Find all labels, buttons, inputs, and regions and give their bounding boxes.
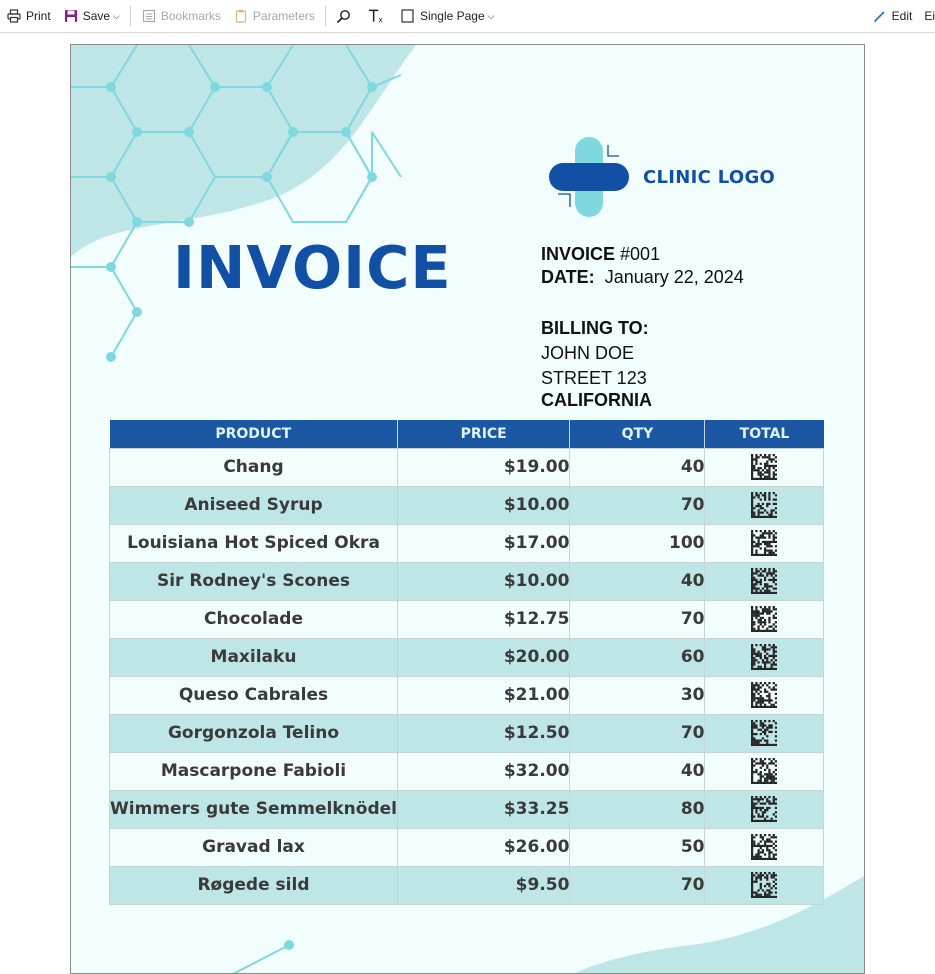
product-cell: Sir Rodney's Scones bbox=[110, 562, 398, 600]
datamatrix-barcode-icon bbox=[751, 606, 777, 632]
parameters-button[interactable] bbox=[227, 0, 321, 33]
billing-street: STREET 123 bbox=[541, 368, 647, 388]
edit-label: Edit bbox=[891, 9, 913, 23]
price-cell: $10.00 bbox=[397, 486, 569, 524]
table-row bbox=[110, 638, 824, 676]
total-cell bbox=[705, 562, 824, 600]
total-cell bbox=[705, 600, 824, 638]
edit-button[interactable] bbox=[866, 0, 919, 33]
qty-cell: 60 bbox=[570, 638, 705, 676]
clear-text-format-icon bbox=[368, 8, 384, 24]
datamatrix-barcode-icon bbox=[751, 568, 777, 594]
chevron-down-icon: ⌵ bbox=[487, 10, 495, 21]
datamatrix-barcode-icon bbox=[751, 644, 777, 670]
price-cell: $9.50 bbox=[397, 866, 569, 904]
view-mode-dropdown[interactable] bbox=[394, 0, 501, 33]
product-cell: Wimmers gute Semmelknödel bbox=[110, 790, 398, 828]
billing-name: JOHN DOE bbox=[541, 343, 635, 363]
total-cell bbox=[705, 866, 824, 904]
invoice-date: DATE: January 22, 2024 bbox=[541, 267, 744, 287]
invoice-page bbox=[70, 44, 865, 974]
price-cell: $12.75 bbox=[397, 600, 569, 638]
bookmarks-button[interactable] bbox=[135, 0, 227, 33]
invoice-table bbox=[109, 420, 824, 905]
table-body bbox=[110, 448, 824, 904]
column-header-price: PRICE bbox=[397, 420, 569, 448]
column-header-qty: QTY bbox=[570, 420, 705, 448]
billing-label: BILLING TO: bbox=[541, 318, 649, 338]
qty-cell: 100 bbox=[570, 524, 705, 562]
product-cell: Gravad lax bbox=[110, 828, 398, 866]
product-cell: Maxilaku bbox=[110, 638, 398, 676]
table-row bbox=[110, 524, 824, 562]
total-cell bbox=[705, 714, 824, 752]
view-mode-label: Single Page bbox=[419, 9, 485, 23]
toolbar-divider bbox=[325, 6, 326, 26]
table-row bbox=[110, 714, 824, 752]
total-cell bbox=[705, 486, 824, 524]
bookmarks-label: Bookmarks bbox=[160, 9, 221, 23]
save-label: Save bbox=[82, 9, 111, 23]
product-cell: Chang bbox=[110, 448, 398, 486]
price-cell: $10.00 bbox=[397, 562, 569, 600]
product-cell: Queso Cabrales bbox=[110, 676, 398, 714]
qty-cell: 80 bbox=[570, 790, 705, 828]
datamatrix-barcode-icon bbox=[751, 492, 777, 518]
qty-cell: 50 bbox=[570, 828, 705, 866]
pencil-icon bbox=[872, 8, 888, 24]
table-row bbox=[110, 866, 824, 904]
qty-cell: 40 bbox=[570, 448, 705, 486]
qty-cell: 30 bbox=[570, 676, 705, 714]
table-row bbox=[110, 562, 824, 600]
table-row bbox=[110, 448, 824, 486]
table-row bbox=[110, 828, 824, 866]
table-row bbox=[110, 790, 824, 828]
save-button[interactable] bbox=[57, 0, 126, 33]
table-row bbox=[110, 676, 824, 714]
price-cell: $17.00 bbox=[397, 524, 569, 562]
product-cell: Louisiana Hot Spiced Okra bbox=[110, 524, 398, 562]
chevron-down-icon: ⌵ bbox=[113, 10, 120, 21]
price-cell: $33.25 bbox=[397, 790, 569, 828]
export-label: Ei bbox=[924, 9, 935, 23]
price-cell: $12.50 bbox=[397, 714, 569, 752]
qty-cell: 40 bbox=[570, 752, 705, 790]
qty-cell: 70 bbox=[570, 866, 705, 904]
column-header-total: TOTAL bbox=[705, 420, 824, 448]
viewer-toolbar bbox=[0, 0, 935, 33]
total-cell bbox=[705, 790, 824, 828]
clinic-logo-text: CLINIC LOGO bbox=[643, 167, 776, 188]
table-header-row bbox=[110, 420, 824, 448]
printer-icon bbox=[6, 8, 22, 24]
report-viewer[interactable] bbox=[0, 34, 935, 959]
product-cell: Aniseed Syrup bbox=[110, 486, 398, 524]
product-cell: Chocolade bbox=[110, 600, 398, 638]
invoice-number: INVOICE #001 bbox=[541, 244, 661, 264]
page-icon bbox=[400, 8, 416, 24]
invoice-title: INVOICE bbox=[173, 233, 452, 302]
floppy-disk-icon bbox=[63, 8, 79, 24]
svg-text:x: x bbox=[378, 15, 383, 24]
bookmarks-icon bbox=[141, 8, 157, 24]
parameters-label: Parameters bbox=[252, 9, 315, 23]
column-header-product: PRODUCT bbox=[110, 420, 398, 448]
qty-cell: 70 bbox=[570, 600, 705, 638]
product-cell: Mascarpone Fabioli bbox=[110, 752, 398, 790]
datamatrix-barcode-icon bbox=[751, 758, 777, 784]
total-cell bbox=[705, 638, 824, 676]
total-cell bbox=[705, 448, 824, 486]
product-cell: Røgede sild bbox=[110, 866, 398, 904]
qty-cell: 40 bbox=[570, 562, 705, 600]
table-row bbox=[110, 600, 824, 638]
datamatrix-barcode-icon bbox=[751, 796, 777, 822]
datamatrix-barcode-icon bbox=[751, 720, 777, 746]
search-button[interactable] bbox=[330, 0, 362, 33]
export-button[interactable] bbox=[918, 0, 935, 33]
clipboard-icon bbox=[233, 8, 249, 24]
total-cell bbox=[705, 676, 824, 714]
print-label: Print bbox=[26, 9, 51, 23]
datamatrix-barcode-icon bbox=[751, 834, 777, 860]
price-cell: $19.00 bbox=[397, 448, 569, 486]
print-button[interactable] bbox=[0, 0, 57, 33]
price-cell: $32.00 bbox=[397, 752, 569, 790]
billing-state: CALIFORNIA bbox=[541, 390, 652, 410]
qty-cell: 70 bbox=[570, 486, 705, 524]
total-cell bbox=[705, 524, 824, 562]
price-cell: $21.00 bbox=[397, 676, 569, 714]
datamatrix-barcode-icon bbox=[751, 454, 777, 480]
datamatrix-barcode-icon bbox=[751, 682, 777, 708]
qty-cell: 70 bbox=[570, 714, 705, 752]
product-cell: Gorgonzola Telino bbox=[110, 714, 398, 752]
total-cell bbox=[705, 752, 824, 790]
datamatrix-barcode-icon bbox=[751, 530, 777, 556]
price-cell: $26.00 bbox=[397, 828, 569, 866]
toolbar-divider bbox=[130, 6, 131, 26]
clear-format-button[interactable] bbox=[362, 0, 394, 33]
total-cell bbox=[705, 828, 824, 866]
table-row bbox=[110, 486, 824, 524]
table-row bbox=[110, 752, 824, 790]
price-cell: $20.00 bbox=[397, 638, 569, 676]
datamatrix-barcode-icon bbox=[751, 872, 777, 898]
search-icon bbox=[336, 8, 352, 24]
